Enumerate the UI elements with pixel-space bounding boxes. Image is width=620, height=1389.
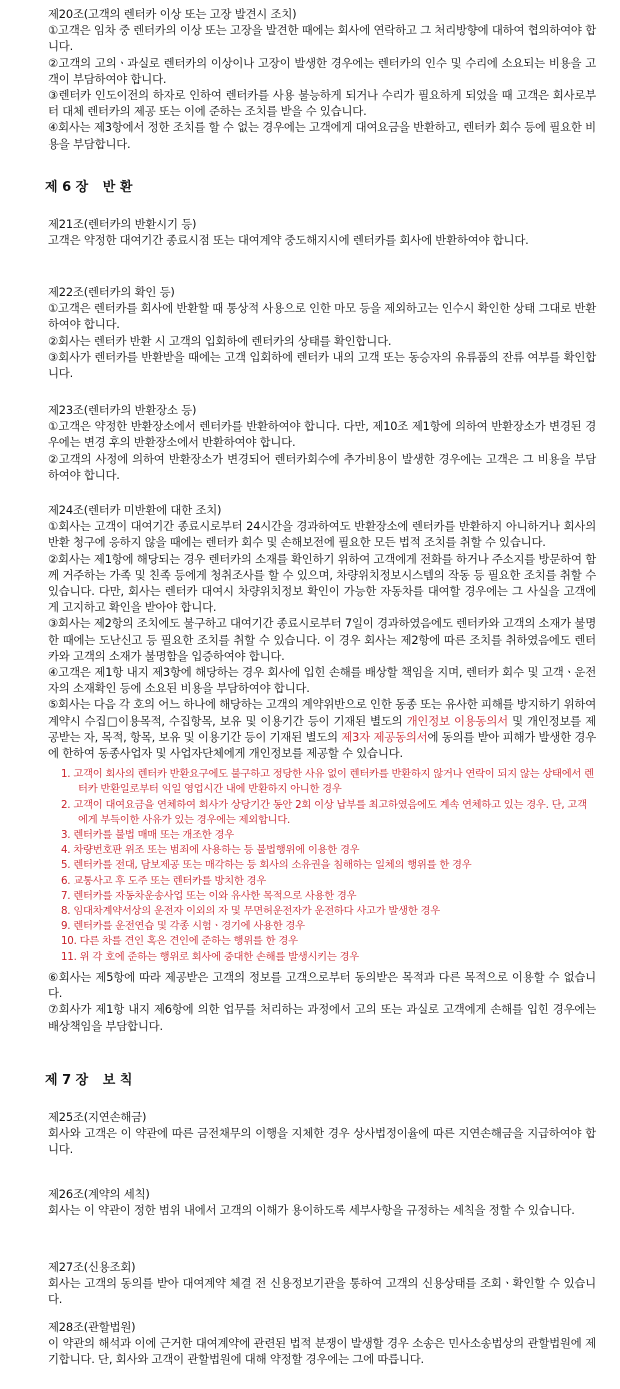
article-25 [48,1109,596,1158]
list-item: 1. 고객이 회사의 렌터카 반환요구에도 불구하고 정당한 사유 없이 렌터카를 반환하지 않거나 연락이 되지 않는 상태에서 렌터카 반환일로부터 익일 영업시간 내에 반환하지 아니한 경우 [61,768,594,796]
text: 에 동의를 받아 피해가 발생한 경우에 한하여 동종사업자 및 사업자단체에게 개인정보를 제공할 수 있습니다. [48,729,597,761]
paragraph: 회사는 고객의 동의를 받아 대여계약 체결 전 신용정보기관을 통하여 고객의 신용상태를 조회ㆍ확인할 수 있습니다. [48,1276,596,1307]
highlighted-term: 제3자 제공동의서 [341,729,428,744]
article-title: 제27조(신용조회) [48,1260,136,1274]
article-27 [48,1259,596,1308]
article-22 [48,284,596,381]
list-item: 10. 다른 차를 견인 혹은 견인에 준하는 행위를 한 경우 [61,935,298,948]
list-item: 3. 렌터카를 불법 매매 또는 개조한 경우 [61,829,234,842]
violation-list [48,767,596,965]
list-item: 5. 렌터카를 전대, 담보제공 또는 매각하는 등 회사의 소유권을 침해하는 일체의 행위를 한 경우 [61,859,472,872]
article-20 [48,6,596,152]
chapter-6-heading [45,180,132,196]
article-28 [48,1319,596,1368]
paragraph-5 [48,696,596,761]
chapter-name: 보 칙 [102,1073,133,1088]
paragraph: ②고객의 사정에 의하여 반환장소가 변경되어 렌터카회수에 추가비용이 발생한 경우에는 고객은 그 비용을 부담하여야 합니다. [48,451,596,482]
paragraph: ④회사는 제3항에서 정한 조치를 할 수 없는 경우에는 고객에게 대여요금을 반환하고, 렌터카 회수 등에 필요한 비용을 부담합니다. [48,120,596,151]
paragraph: ③회사가 렌터카를 반환받을 때에는 고객 입회하에 렌터카 내의 고객 또는 동승자의 유류품의 잔류 여부를 확인합니다. [48,349,596,381]
paragraph: 회사는 이 약관이 정한 범위 내에서 고객의 이해가 용이하도록 세부사항을 규정하는 세칙을 정할 수 있습니다. [48,1203,575,1218]
list-item: 8. 임대차계약서상의 운전자 이외의 자 및 무면허운전자가 운전하다 사고가 발생한 경우 [61,905,440,918]
paragraph: 고객은 약정한 대여기간 종료시점 또는 대여계약 중도해지시에 렌터카를 회사에 반환하여야 합니다. [48,233,529,248]
paragraph: ①고객은 임차 중 렌터카의 이상 또는 고장을 발견한 때에는 회사에 연락하고 그 처리방향에 대하여 협의하여야 합니다. [48,23,596,54]
paragraph: ②회사는 제1항에 해당되는 경우 렌터카의 소재를 확인하기 위하여 고객에게 전화를 하거나 주소지를 방문하여 함께 거주하는 가족 및 친족 등에게 청취조사를 할 수 있으며, 차량위치정보시스템의 작동 등 필요한 조치를 취할 수 있습니다. 다만, 회사는 렌터카 대여시 차량위치정보 확인이 가능한 자동차를 대여할 경우에는 그 사실을 고객에게 고지하고 확인을 받아야 합니다. [48,551,596,615]
paragraph: ⑦회사가 제1항 내지 제6항에 의한 업무를 처리하는 과정에서 고의 또는 과실로 고객에게 손해를 입힌 경우에는 배상책임을 부담합니다. [48,1002,596,1033]
article-title: 제25조(지연손해금) [48,1110,147,1124]
chapter-number: 제 6 장 [45,180,89,195]
paragraph: ①고객은 렌터카를 회사에 반환할 때 통상적 사용으로 인한 마모 등을 제외하고는 인수시 확인한 상태 그대로 반환하여야 합니다. [48,301,596,332]
article-23 [48,402,596,483]
article-title: 제24조(렌터카 미반환에 대한 조치) [48,503,222,517]
article-title: 제21조(렌터카의 반환시기 등) [48,217,197,231]
paragraph: ②고객의 고의ㆍ과실로 렌터카의 이상이나 고장이 발생한 경우에는 렌터카의 인수 및 수리에 소요되는 비용을 고객이 부담하여야 합니다. [48,55,596,86]
article-title: 제22조(렌터카의 확인 등) [48,285,175,299]
list-item: 4. 차량번호판 위조 또는 범죄에 사용하는 등 불법행위에 이용한 경우 [61,844,360,857]
chapter-number: 제 7 장 [45,1073,89,1088]
paragraph: ③회사는 제2항의 조치에도 불구하고 대여기간 종료시로부터 7일이 경과하였음에도 렌터카와 고객의 소재가 불명한 때에는 도난신고 등 필요한 조치를 취할 수 있습니다. 이 경우 회사는 제2항에 따른 조치를 취하였음에도 렌터카와 고객의 소재가 불명함을 입증하여야 합니다. [48,616,596,663]
chapter-name: 반 환 [102,180,133,195]
article-24 [48,502,596,1034]
list-item: 6. 교통사고 후 도주 또는 렌터카를 방치한 경우 [61,874,267,887]
list-item: 9. 렌터카를 운전연습 및 각종 시험ㆍ경기에 사용한 경우 [61,920,305,933]
highlighted-term: 개인정보 이용동의서 [406,713,508,728]
paragraph: ②회사는 렌터카 반환 시 고객의 입회하에 렌터카의 상태를 확인합니다. [48,333,392,348]
text: ⑤회사는 다음 각 호의 어느 하나에 해당하는 고객의 계약위반으로 인한 동종 또는 유사한 피해를 방지하기 위하여 계약시 수집□이용목적, 수집항목, 보유 및 이용기간 등이 기재된 별도의 [48,697,596,728]
list-item: 11. 위 각 호에 준하는 행위로 회사에 중대한 손해를 발생시키는 경우 [61,950,359,963]
article-title: 제20조(고객의 렌터카 이상 또는 고장 발견시 조치) [48,7,297,21]
list-item: 7. 렌터카를 자동차운송사업 또는 이와 유사한 목적으로 사용한 경우 [61,889,357,902]
chapter-7-heading [45,1073,132,1089]
paragraph: ④고객은 제1항 내지 제3항에 해당하는 경우 회사에 입힌 손해를 배상할 책임을 지며, 렌터카 회수 및 고객ㆍ운전자의 소재확인 등에 소요된 비용을 부담하여야 합니다. [48,665,596,696]
article-21 [48,216,596,248]
article-26 [48,1186,596,1218]
paragraph: ⑥회사는 제5항에 따라 제공받은 고객의 정보를 고객으로부터 동의받은 목적과 다른 목적으로 이용할 수 없습니다. [48,969,596,1001]
article-title: 제26조(계약의 세칙) [48,1187,150,1201]
paragraph: ①회사는 고객이 대여기간 종료시로부터 24시간을 경과하여도 반환장소에 렌터카를 반환하지 아니하거나 회사의 반환 청구에 응하지 않을 때에는 렌터카 회수 및 손해보전에 필요한 모든 법적 조치를 취할 수 있습니다. [48,519,596,550]
paragraph: ③렌터카 인도이전의 하자로 인하여 렌터카를 사용 불능하게 되거나 수리가 필요하게 되었을 때 고객은 회사로부터 대체 렌터카의 제공 또는 이에 준하는 조치를 받을 수 있습니다. [48,88,596,119]
article-title: 제23조(렌터카의 반환장소 등) [48,403,197,417]
article-title: 제28조(관할법원) [48,1320,136,1334]
paragraph: ①고객은 약정한 반환장소에서 렌터카를 반환하여야 합니다. 다만, 제10조 제1항에 의하여 반환장소가 변경된 경우에는 변경 후의 반환장소에서 반환하여야 합니다. [48,419,596,450]
list-item: 2. 고객이 대여요금을 연체하여 회사가 상당기간 동안 2회 이상 납부를 최고하였음에도 계속 연체하고 있는 경우. 단, 고객에게 부득이한 사유가 있는 경우에는 제외합니다. [61,798,587,826]
text: 및 개인정보를 제공받는 자, 목적, 항목, 보유 및 이용기간 등이 기재된 별도의 [48,713,597,744]
paragraph: 이 약관의 해석과 이에 근거한 대여계약에 관련된 법적 분쟁이 발생할 경우 소송은 민사소송법상의 관할법원에 제기합니다. 단, 회사와 고객이 관할법원에 대해 약정할 경우에는 그에 따릅니다. [48,1336,596,1367]
paragraph: 회사와 고객은 이 약관에 따른 금전채무의 이행을 지체한 경우 상사법정이율에 따른 지연손해금을 지급하여야 합니다. [48,1126,596,1157]
